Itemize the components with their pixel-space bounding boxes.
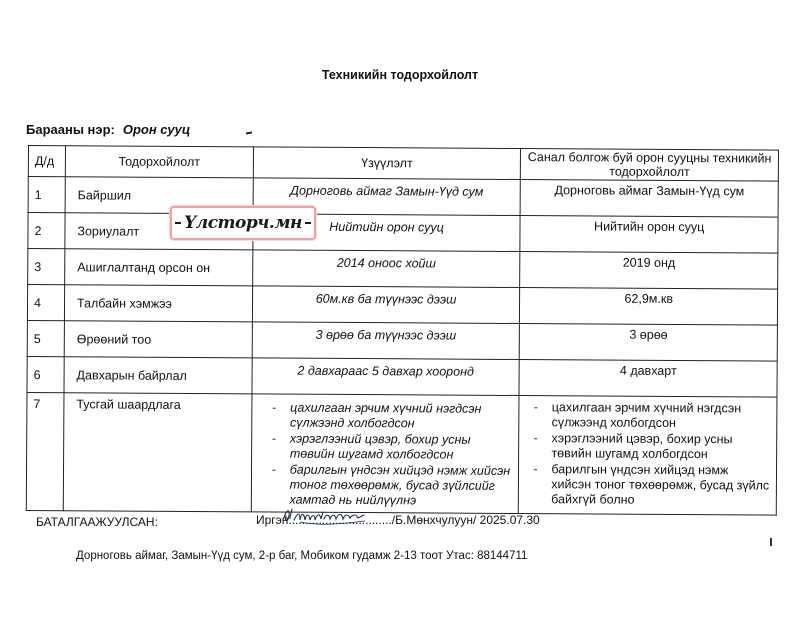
- footer-address: Дорноговь аймаг, Замын-Үүд сум, 2-р баг, Мобиком гудамж 2-13 тоот Утас: 88144711: [76, 550, 528, 562]
- row-requirement: Нийтийн орон сууц: [253, 214, 521, 252]
- table-row: [27, 320, 777, 361]
- goods-name-value: Орон сууц: [122, 122, 191, 137]
- header-offer: Санал болгож буй орон сууцны техникийн тодорхойлолт: [521, 149, 779, 182]
- header-num: Д/д: [28, 146, 65, 177]
- handwritten-signature: [280, 500, 400, 530]
- row-requirement: Дорноговь аймаг Замын-Үүд сум: [253, 178, 521, 216]
- list-item: - цахилгаан эрчим хүчний нэгдсэн сүлжээнд холбогдсон: [268, 400, 513, 431]
- table-header-row: [28, 146, 778, 182]
- specification-table: [26, 145, 779, 516]
- list-item: - барилгын үндсэн хийцэд нэмж хийсэн тоног төхөөрөмж, бусад зүйлсийг хамтад нь нийлүүлнэ: [268, 462, 513, 508]
- goods-name-line: [26, 122, 190, 137]
- header-requirement: Үзүүлэлт: [253, 147, 521, 180]
- header-property: Тодорхойлолт: [65, 146, 253, 178]
- table-row-special: [26, 392, 777, 515]
- document-title: Техникийн тодорхойлолт: [321, 68, 479, 82]
- row-number: 4: [27, 285, 64, 321]
- special-offer-cell: [519, 396, 777, 516]
- signer-name-date: /Б.Мөнхчулуун/ 2025.07.30: [391, 513, 540, 527]
- table-row: [28, 249, 778, 290]
- stamp-logo-text: Үлсторч.мн: [184, 213, 302, 233]
- row-requirement: 3 өрөө ба түүнээс дээш: [252, 322, 520, 360]
- citizen-label: Иргэн:: [256, 513, 292, 527]
- row-property: Байршил: [65, 177, 253, 214]
- list-item: - хэрэглээний цэвэр, бохир усны төвийн шугамд холбогдсон: [529, 431, 770, 462]
- row-offer: Дорноговь аймаг Замын-Үүд сум: [520, 180, 778, 218]
- row-offer: Нийтийн орон сууц: [520, 216, 778, 254]
- special-requirement-list: [258, 399, 513, 509]
- row-requirement: 60м.кв ба түүнээс дээш: [252, 286, 520, 324]
- row-requirement: 2 давхараас 5 давхар хооронд: [252, 358, 520, 396]
- scan-artifact-mark: [246, 131, 252, 134]
- table-row: [27, 285, 777, 326]
- list-item: - хэрэглээний цэвэр, бохир усны төвийн шугамд холбогдсон: [268, 431, 513, 462]
- row-number: 7: [26, 392, 64, 510]
- row-property: Өрөөний тоо: [64, 321, 252, 358]
- row-number: 3: [28, 249, 65, 285]
- row-offer: 4 давхарт: [519, 360, 777, 398]
- special-requirement-cell: [251, 394, 519, 514]
- row-offer: 3 өрөө: [520, 324, 778, 362]
- table-row: [27, 356, 777, 397]
- row-property: Ашиглалтанд орсон он: [65, 249, 253, 286]
- special-offer-list: [525, 399, 770, 508]
- row-property: Тусгай шаардлага: [63, 393, 251, 512]
- row-number: 2: [28, 213, 65, 249]
- goods-name-label: Барааны нэр:: [26, 122, 115, 137]
- table-row: [28, 177, 778, 218]
- watermark-stamp: [170, 206, 316, 240]
- row-property: Зориулалт: [65, 213, 253, 250]
- table-row: [28, 213, 778, 254]
- stamp-bar-right: [305, 222, 311, 224]
- row-requirement: 2014 оноос хойш: [252, 250, 520, 288]
- stamp-bar-left: [175, 222, 181, 224]
- list-item: - цахилгаан эрчим хүчний нэгдсэн сүлжээнд холбогдсон: [530, 400, 771, 431]
- scan-edge-mark: [770, 538, 772, 546]
- row-number: 6: [27, 356, 64, 392]
- row-property: Талбайн хэмжээ: [64, 285, 252, 322]
- list-item: - барилгын үндсэн хийцэд нэмж хийсэн тоног төхөөрөмж, бусад зүйлс байхгүй болно: [529, 462, 770, 508]
- row-offer: 62,9м.кв: [520, 288, 778, 326]
- row-offer: 2019 онд: [520, 252, 778, 290]
- confirmation-label: БАТАЛГААЖУУЛСАН:: [36, 515, 158, 529]
- row-number: 5: [27, 320, 64, 356]
- row-number: 1: [28, 177, 65, 213]
- signature-dots: ..............................: [291, 513, 392, 527]
- row-property: Давхарын байрлал: [64, 357, 252, 394]
